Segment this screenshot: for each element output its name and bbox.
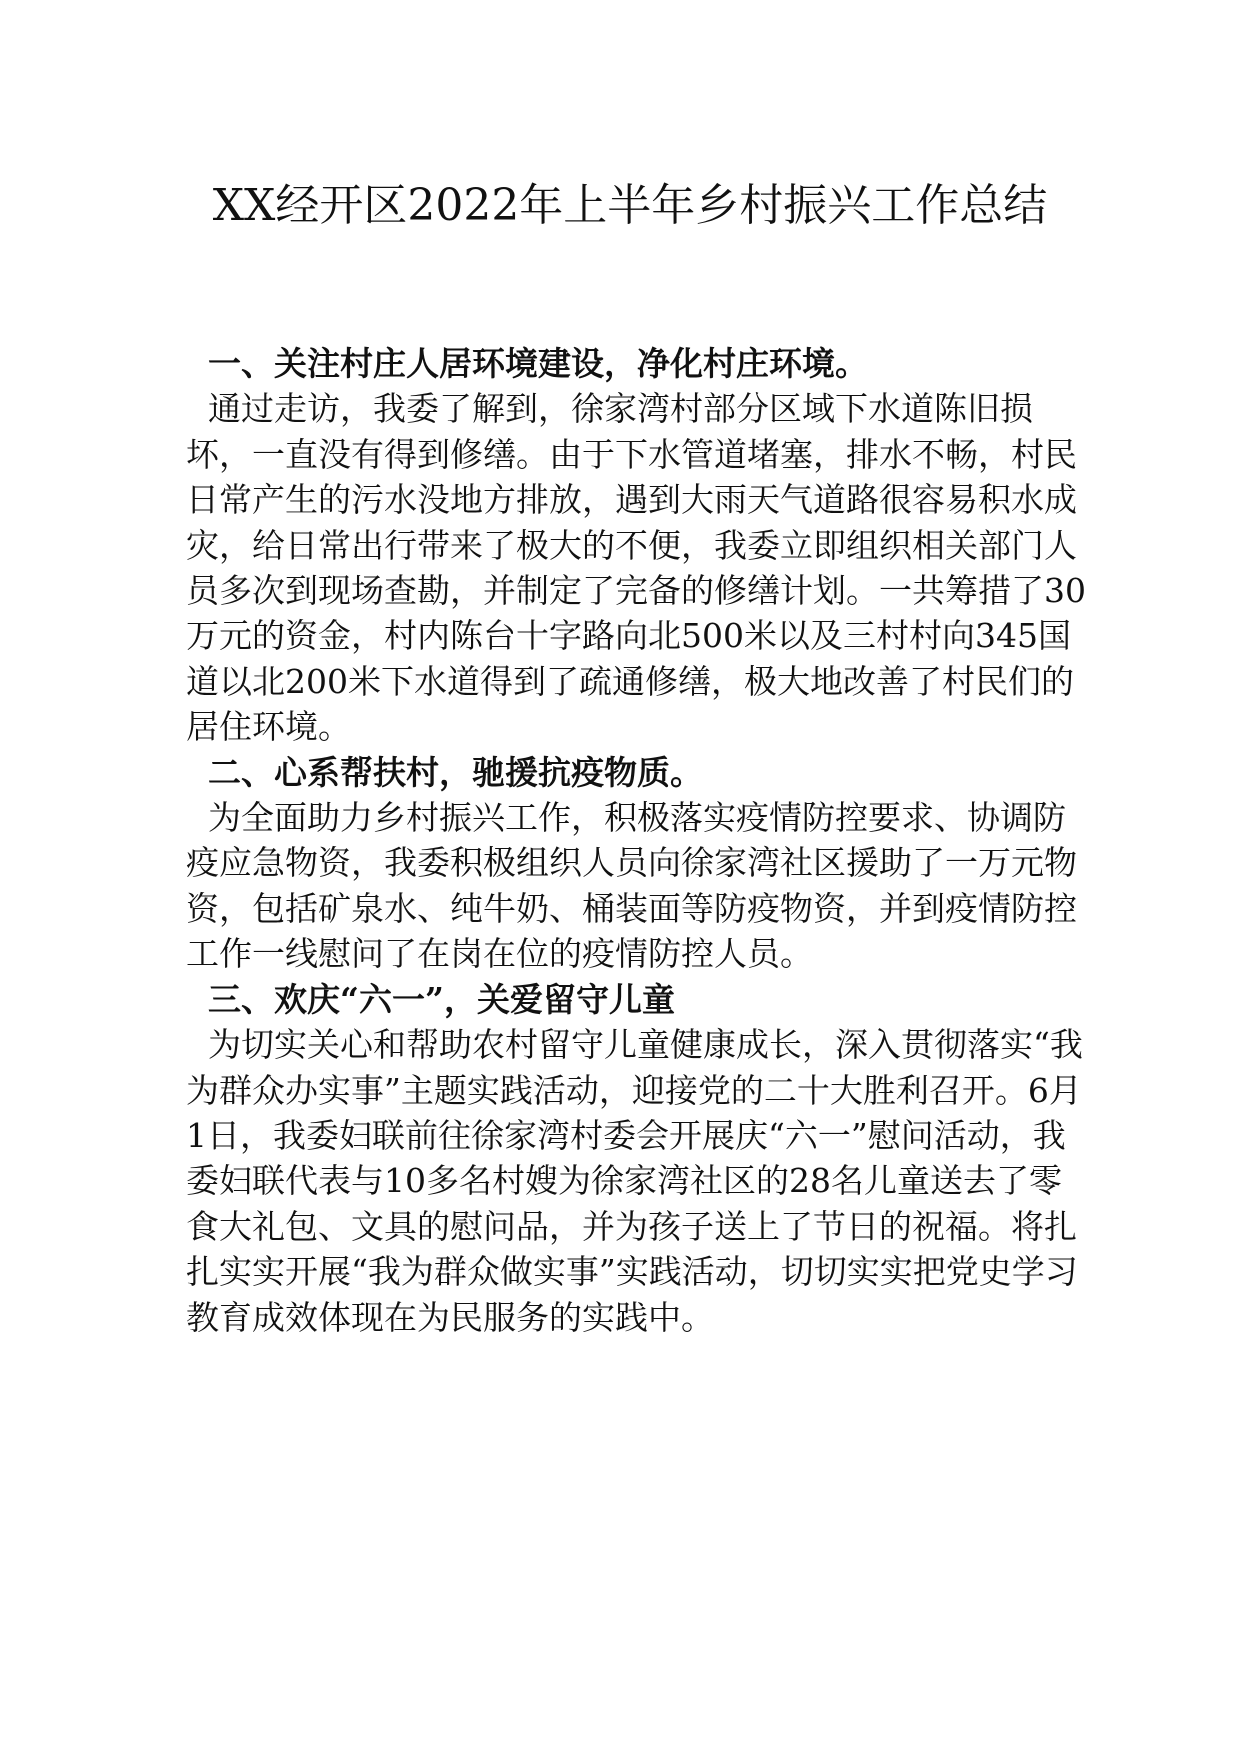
section-heading-3: 三、欢庆“六一”，关爱留守儿童: [208, 979, 675, 1019]
section-paragraph-1: 通过走访，我委了解到，徐家湾村部分区域下水道陈旧损坏，一直没有得到修缮。由于下水管道堵塞，排水不畅，村民日常产生的污水没地方排放，遇到大雨天气道路很容易积水成灾，给日常出行带来了极大的不便，我委立即组织相关部门人员多次到现场查勘，并制定了完备的修缮计划。一共筹措了30万元的资金，村内陈台十字路向北500米以及三村村向345国道以北200米下水道得到了疏通修缮，极大地改善了村民们的居住环境。: [186, 389, 1086, 747]
document-body: [186, 341, 1086, 1340]
section-heading-2: 二、心系帮扶村，驰援抗疫物质。: [208, 752, 703, 792]
document-title: XX经开区2022年上半年乡村振兴工作总结: [212, 180, 1048, 231]
section-heading-1: 一、关注村庄人居环境建设，净化村庄环境。: [208, 344, 868, 383]
section-paragraph-3: 为切实关心和帮助农村留守儿童健康成长，深入贯彻落实“我为群众办实事”主题实践活动，迎接党的二十大胜利召开。6月1日，我委妇联前往徐家湾村委会开展庆“六一”慰问活动，我委妇联代表与10多名村嫂为徐家湾社区的28名儿童送去了零食大礼包、文具的慰问品，并为孩子送上了节日的祝福。将扎扎实实开展“我为群众做实事”实践活动，切切实实把党史学习教育成效体现在为民服务的实践中。: [186, 1025, 1083, 1337]
section-paragraph-2: 为全面助力乡村振兴工作，积极落实疫情防控要求、协调防疫应急物资，我委积极组织人员向徐家湾社区援助了一万元物资，包括矿泉水、纯牛奶、桶装面等防疫物资，并到疫情防控工作一线慰问了在岗在位的疫情防控人员。: [186, 798, 1077, 974]
